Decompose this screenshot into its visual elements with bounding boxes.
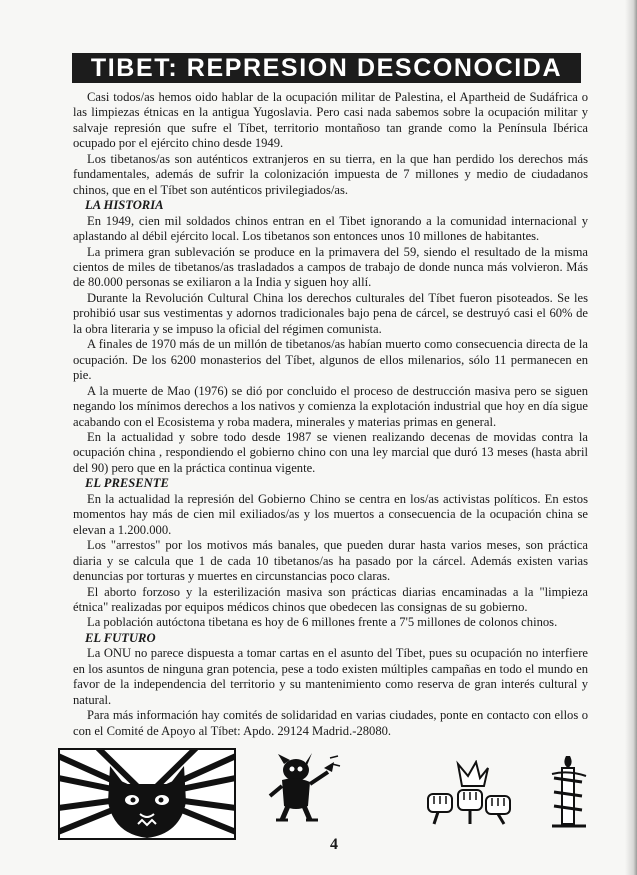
bound-figure-icon	[548, 752, 590, 828]
page-number: 4	[330, 836, 338, 853]
historia-paragraph: La primera gran sublevación se produce en la primavera del 59, siendo el resultado de la misma cientos de miles de tibetanos/as trasladados a campos de trabajo de donde nunca más volvieron. Más de 80.000 personas se exiliaron a la India y siguen hoy allí.	[73, 244, 588, 290]
historia-paragraph: En 1949, cien mil soldados chinos entran en el Tibet ignorando a la comunidad internacional y aplastando al débil ejército local. Los tibetanos son entonces unos 10 millones de habitantes.	[73, 213, 588, 244]
historia-paragraph: Durante la Revolución Cultural China los derechos culturales del Tíbet fueron pisoteados. Se les prohibió usar sus vestimentas y adornos tradicionales bajo pena de cárcel, se destruyó casi el 60% de la obra literaria y se impuso la oficial del régimen comunista.	[73, 290, 588, 336]
rebel-creature-icon	[262, 752, 342, 824]
intro-paragraph: Los tibetanos/as son auténticos extranjeros en su tierra, en la que han perdido los derechos más fundamentales, además de sufrir la colonización impuesta de 7 millones y medio de ciudadanos chinos, que en el Tíbet son auténticos privilegiados/as.	[73, 151, 588, 197]
historia-paragraph: En la actualidad y sobre todo desde 1987 se vienen realizando decenas de movidas contra la ocupación china , respondiendo el gobierno chino con una ley marcial que duró 13 meses (hasta abril del 90) pero que en la práctica continua vigente.	[73, 429, 588, 475]
presente-paragraph: El aborto forzoso y la esterilización masiva son prácticas diarias encaminadas a la "limpieza étnica" realizadas por equipos médicos chinos que obedecen las consignas de su gobierno.	[73, 584, 588, 614]
article-title: TIBET: REPRESION DESCONOCIDA	[72, 53, 581, 83]
section-heading-futuro: EL FUTURO	[85, 630, 156, 645]
section-heading-presente: EL PRESENTE	[85, 476, 169, 491]
futuro-paragraph: La ONU no parece dispuesta a tomar cartas en el asunto del Tíbet, pues su ocupación no interfiere en los asuntos de ninguna gran potencia, pese a todo existen múltiples campañas en todo el mundo en favor de la independencia del territorio y su mantenimiento como reserva de gran interés cultural y natural.	[73, 646, 588, 707]
fists-crown-icon	[424, 760, 516, 826]
futuro-paragraph: Para más información hay comités de solidaridad en varias ciudades, ponte en contacto con ellos o con el Comité de Apoyo al Tíbet: Apdo. 29124 Madrid.-28080.	[73, 708, 588, 738]
article-body	[73, 90, 588, 739]
cat-head-icon	[58, 748, 236, 840]
page-edge	[625, 0, 637, 875]
section-heading-historia: LA HISTORIA	[85, 198, 164, 213]
presente-paragraph: La población autóctona tibetana es hoy de 6 millones frente a 7'5 millones de colonos chinos.	[87, 615, 558, 630]
historia-paragraph: A la muerte de Mao (1976) se dió por concluido el proceso de destrucción masiva pero se siguen negando los mínimos derechos a los nativos y comienza la explotación industrial que hoy en día sigue acabando con el Ecosistema y roba madera, minerales y materias primas en general.	[73, 383, 588, 429]
historia-paragraph: A finales de 1970 más de un millón de tibetanos/as habían muerto como consecuencia directa de la ocupación. De los 6200 monasterios del Tíbet, algunos de ellos milenarios, sólo 11 permanecen en pie.	[73, 337, 588, 383]
presente-paragraph: Los "arrestos" por los motivos más banales, que pueden durar hasta varios meses, son práctica diaria y se calcula que 1 de cada 10 tibetanos/as ha pasado por la cárcel. Además existen varias denuncias por torturas y muertes en circunstancias poco claras.	[73, 538, 588, 584]
presente-paragraph: En la actualidad la represión del Gobierno Chino se centra en los/as activistas políticos. En estos momentos hay más de cien mil exiliados/as y los muertos a consecuencia de la ocupación china se elevan a 1.200.000.	[73, 491, 588, 537]
intro-paragraph: Casi todos/as hemos oido hablar de la ocupación militar de Palestina, el Apartheid de Sudáfrica o las limpiezas étnicas en la antigua Yugoslavia. Pero casi nada sabemos sobre la ocupación militar y salvaje represión que sufre el Tíbet, territorio montañoso tan grande como la Península Ibérica ocupado por el ejército chino desde 1949.	[73, 90, 588, 151]
